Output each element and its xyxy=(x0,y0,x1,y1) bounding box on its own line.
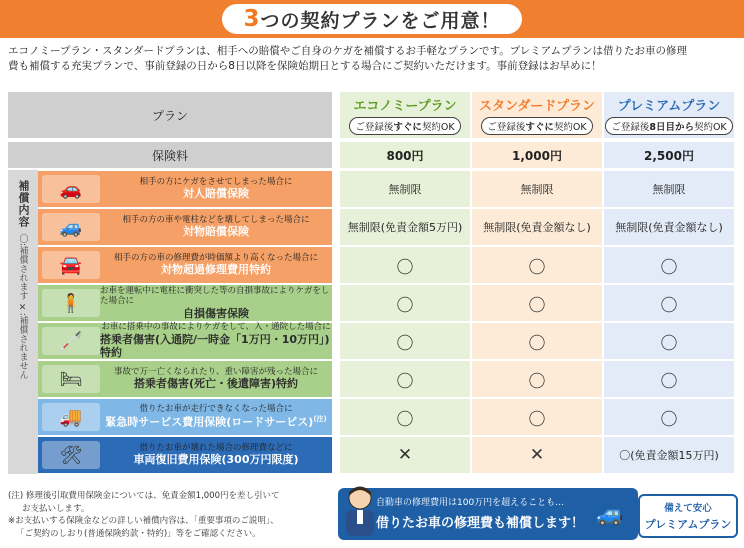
coverage-value-cell xyxy=(604,323,734,359)
coverage-value: 〇 xyxy=(396,333,414,354)
coverage-name-text: 搭乗者傷害(死亡・後遺障害)特約 xyxy=(133,377,299,391)
coverage-value: 無制限 xyxy=(520,183,554,196)
premium-cell-2 xyxy=(604,142,734,168)
coverage-value-cell xyxy=(604,247,734,283)
coverage-value-cell xyxy=(472,437,602,473)
coverage-name xyxy=(161,263,271,277)
coverage-value-cell xyxy=(604,399,734,435)
coverage-row-7 xyxy=(38,437,332,473)
repair-car-icon: 🚙 xyxy=(596,502,624,527)
coverage-value: 〇 xyxy=(528,257,546,278)
coverage-description: 借りたお車が壊れた場合の修理費などに xyxy=(139,442,293,453)
coverage-name xyxy=(133,453,298,467)
footnote-2-cont: 「ご契約のしおり(普通保険約款・特約)」等をご確認ください。 xyxy=(16,528,261,539)
coverage-row-1 xyxy=(38,209,332,245)
title-text: つの契約プランをご用意！ xyxy=(260,9,501,32)
plan-badge-post: 契約OK xyxy=(553,122,587,133)
accident-car-icon: 🚗 xyxy=(42,175,100,203)
coverage-side-title: 補償内容 xyxy=(17,180,30,228)
title-highlight: 3 xyxy=(243,6,261,32)
premium-promo-banner xyxy=(338,488,638,540)
damaged-car-icon: 🚘 xyxy=(42,251,100,279)
plan-badge-pre: ご登録後 xyxy=(355,122,394,133)
coverage-name-text: 車両復旧費用保険(300万円限度) xyxy=(133,453,299,467)
coverage-description: お車を運転中に電柱に衝突した等の自損事故によりケガをした場合に xyxy=(100,285,330,307)
coverage-description: 事故で万一亡くなられたり、重い障害が残った場合に xyxy=(113,366,318,377)
premium-cell-1 xyxy=(472,142,602,168)
coverage-text xyxy=(100,367,332,391)
plan-badge-post: 契約OK xyxy=(421,122,455,133)
coverage-value: ✕ xyxy=(529,445,545,465)
coverage-value-cell xyxy=(340,285,470,321)
injured-person-icon: 🧍 xyxy=(42,289,100,317)
coverage-text xyxy=(100,443,332,467)
intro-text xyxy=(8,44,738,74)
coverage-value-cell xyxy=(604,285,734,321)
footnote-2: ※お支払いする保険金などの詳しい補償内容は、「重要事項のご説明」、 xyxy=(8,516,279,526)
intro-line-1: エコノミープラン・スタンダードプランは、相手への賠償やご自身のケガを補償するお手軽なプランです。プレミアムプランは借りたお車の修理 xyxy=(8,45,688,57)
coverage-value: 〇 xyxy=(660,257,678,278)
coverage-value: 無制限(免責金額5万円) xyxy=(347,221,463,234)
coverage-description: 相手の方の車や電柱などを壊してしまった場合に xyxy=(122,214,310,225)
footnote-1-cont: お支払いします。 xyxy=(22,503,90,514)
coverage-name xyxy=(105,415,326,429)
coverage-text xyxy=(100,286,332,321)
coverage-value: 〇 xyxy=(396,257,414,278)
plan-badge-emphasis: すぐに xyxy=(525,122,554,133)
premium-value: 2,500円 xyxy=(644,148,694,163)
coverage-value: 〇 xyxy=(396,295,414,316)
promo-subtext: 自動車の修理費用は100万円を超えることも… xyxy=(376,498,565,508)
promo-tag-line-2: プレミアムプラン xyxy=(644,518,732,531)
coverage-value-cell xyxy=(472,171,602,207)
coverage-value-cell xyxy=(604,437,734,473)
coverage-value: ✕ xyxy=(397,445,413,465)
coverage-value-cell xyxy=(472,247,602,283)
coverage-text xyxy=(100,215,332,239)
premium-label-text: 保険料 xyxy=(151,148,188,163)
plan-header-2 xyxy=(604,92,734,138)
coverage-value-cell xyxy=(340,209,470,245)
coverage-name-text: 対人賠償保険 xyxy=(183,187,249,201)
premium-plan-tag xyxy=(638,494,738,538)
coverage-value-cell xyxy=(340,171,470,207)
collision-icon: 🚙 xyxy=(42,213,100,241)
plan-name: スタンダードプラン xyxy=(478,99,596,114)
coverage-text xyxy=(100,404,332,429)
coverage-value-cell xyxy=(340,437,470,473)
premium-row-label xyxy=(8,142,332,168)
coverage-name-text: 対物超過修理費用特約 xyxy=(161,263,271,277)
footnotes xyxy=(8,490,328,540)
coverage-value-cell xyxy=(340,323,470,359)
coverage-text xyxy=(100,177,332,201)
plan-badge-emphasis: すぐに xyxy=(393,122,422,133)
coverage-name xyxy=(183,307,249,321)
coverage-value: 無制限(免責金額なし) xyxy=(483,221,591,234)
plan-badge-pre: ご登録後 xyxy=(487,122,526,133)
coverage-name xyxy=(100,333,332,361)
plan-name: エコノミープラン xyxy=(353,99,457,114)
title-banner xyxy=(0,0,744,38)
coverage-name-text: 対物賠償保険 xyxy=(183,225,249,239)
coverage-value: 〇 xyxy=(660,371,678,392)
plan-header-0 xyxy=(340,92,470,138)
promo-tag-line-1: 備えて安心 xyxy=(664,503,712,514)
coverage-name-text: 搭乗者傷害(入通院/一時金「1万円・10万円」)特約 xyxy=(100,332,330,360)
coverage-row-3 xyxy=(38,285,332,321)
coverage-text xyxy=(100,322,332,360)
coverage-value-cell xyxy=(340,361,470,397)
coverage-value-cell xyxy=(340,247,470,283)
crutch-icon: 🦯 xyxy=(42,327,100,355)
promo-headline: 借りたお車の修理費も補償します！ xyxy=(376,516,585,531)
coverage-value-cell xyxy=(472,361,602,397)
coverage-value: 〇 xyxy=(528,409,546,430)
coverage-value: 〇 xyxy=(660,295,678,316)
coverage-note-mark: (注) xyxy=(313,415,327,424)
coverage-value: 〇 xyxy=(396,371,414,392)
plan-name: プレミアムプラン xyxy=(617,99,721,114)
coverage-name xyxy=(134,377,298,391)
coverage-description: 相手の方の車の修理費が時価額より高くなった場合に xyxy=(113,252,318,263)
coverage-name-text: 自損傷害保険 xyxy=(183,306,249,320)
plan-badge xyxy=(605,117,732,135)
staff-person-icon xyxy=(340,484,380,536)
plan-badge-post: 契約OK xyxy=(693,122,727,133)
coverage-value: 無制限(免責金額なし) xyxy=(615,221,723,234)
coverage-row-6 xyxy=(38,399,332,435)
coverage-value-cell xyxy=(604,209,734,245)
tow-truck-icon: 🚚 xyxy=(42,403,100,431)
plan-badge xyxy=(481,117,592,135)
coverage-value-cell xyxy=(472,399,602,435)
coverage-name-text: 緊急時サービス費用保険(ロードサービス) xyxy=(105,415,314,429)
coverage-description: 借りたお車が走行できなくなった場合に xyxy=(139,404,293,415)
coverage-row-2 xyxy=(38,247,332,283)
coverage-row-4 xyxy=(38,323,332,359)
title-pill xyxy=(222,4,522,34)
coverage-value: 〇(免責金額15万円) xyxy=(619,449,719,462)
coverage-value-cell xyxy=(472,209,602,245)
premium-cell-0 xyxy=(340,142,470,168)
coverage-value: 〇 xyxy=(528,371,546,392)
coverage-row-5 xyxy=(38,361,332,397)
coverage-text xyxy=(100,253,332,277)
plan-badge-pre: ご登録後 xyxy=(611,122,650,133)
coverage-name xyxy=(183,225,249,239)
hospital-bed-icon: 🛏 xyxy=(42,365,100,393)
coverage-value: 無制限 xyxy=(652,183,686,196)
footnote-1: (注) 修理後引取費用保険金については、免責金額1,000円を差し引いて xyxy=(8,491,280,501)
coverage-value-cell xyxy=(604,361,734,397)
repair-car-icon: 🛠 xyxy=(42,441,100,469)
coverage-value: 〇 xyxy=(528,295,546,316)
coverage-value: 〇 xyxy=(660,409,678,430)
coverage-value-cell xyxy=(472,285,602,321)
premium-value: 1,000円 xyxy=(512,148,562,163)
plan-header-1 xyxy=(472,92,602,138)
coverage-description: お車に搭乗中の事故によりケガをして、入・通院した場合に xyxy=(101,321,331,332)
intro-line-2: 費も補償する充実プランで、事前登録の日から8日以降を保険始期日とする場合にご契約いただけます。事前登録はお早めに！ xyxy=(8,60,602,72)
coverage-value: 〇 xyxy=(396,409,414,430)
coverage-side-label xyxy=(8,170,38,474)
premium-value: 800円 xyxy=(386,148,424,163)
coverage-side-legend: 〇:補償されます ✕:補償されません xyxy=(17,234,28,379)
plan-badge xyxy=(349,117,460,135)
coverage-value-cell xyxy=(340,399,470,435)
plan-header-text: プラン xyxy=(151,108,188,123)
coverage-value: 〇 xyxy=(528,333,546,354)
plan-badge-emphasis: 8日目から xyxy=(649,122,694,133)
coverage-value: 無制限 xyxy=(388,183,422,196)
coverage-name xyxy=(183,187,249,201)
coverage-value: 〇 xyxy=(660,333,678,354)
plan-header-label xyxy=(8,92,332,138)
coverage-value-cell xyxy=(472,323,602,359)
coverage-description: 相手の方にケガをさせてしまった場合に xyxy=(139,176,293,187)
coverage-value-cell xyxy=(604,171,734,207)
coverage-row-0 xyxy=(38,171,332,207)
